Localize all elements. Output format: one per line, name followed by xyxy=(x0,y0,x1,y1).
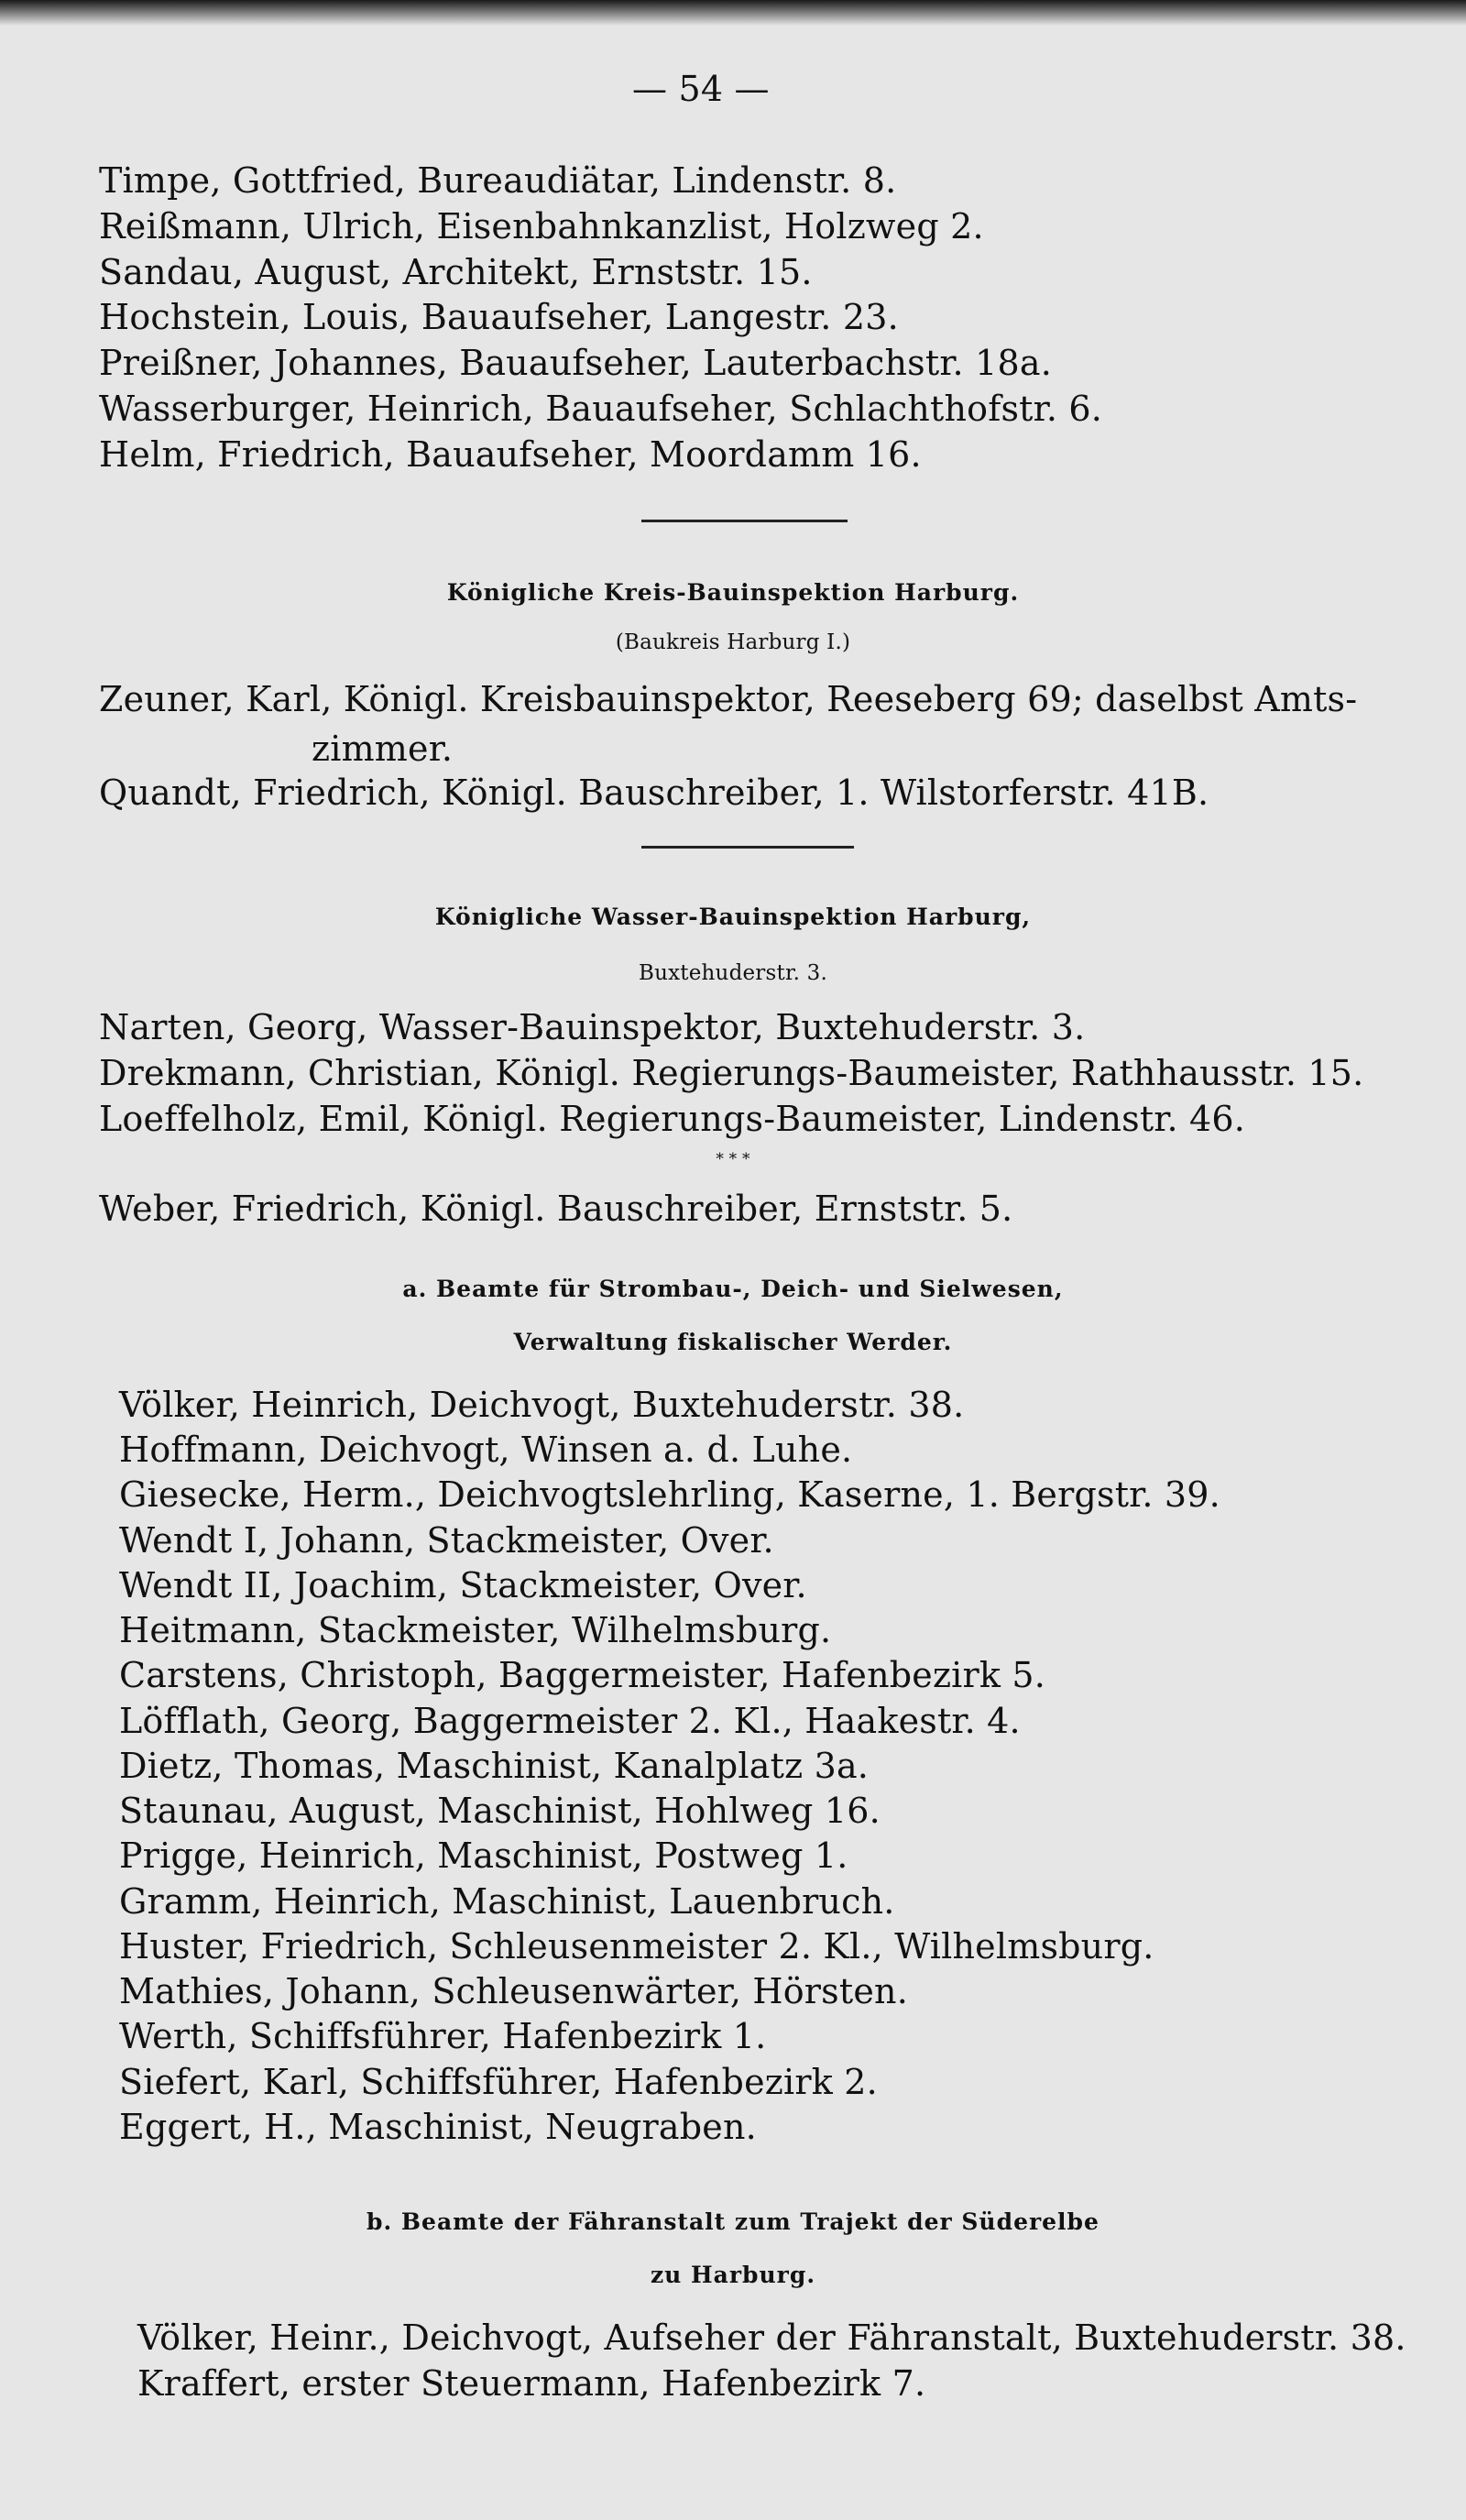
list-item: Giesecke, Herm., Deichvogtslehrling, Kaserne, 1. Bergstr. 39. xyxy=(119,1474,1220,1515)
list-item: Hoffmann, Deichvogt, Winsen a. d. Luhe. xyxy=(119,1430,853,1470)
section-heading: Königliche Kreis-Bauinspektion Harburg. xyxy=(446,579,1020,606)
list-item: Völker, Heinrich, Deichvogt, Buxtehuderstr. 38. xyxy=(119,1385,965,1425)
list-item: Dietz, Thomas, Maschinist, Kanalplatz 3a. xyxy=(119,1746,870,1786)
list-item: Wasserburger, Heinrich, Bauaufseher, Schlachthofstr. 6. xyxy=(99,389,1103,429)
list-item: Preißner, Johannes, Bauaufseher, Lauterbachstr. 18a. xyxy=(99,343,1052,383)
list-item: Reißmann, Ulrich, Eisenbahnkanzlist, Holzweg 2. xyxy=(99,206,984,247)
list-item-continuation: zimmer. xyxy=(312,729,454,769)
list-item: Quandt, Friedrich, Königl. Bauschreiber, 1. Wilstorferstr. 41B. xyxy=(99,772,1209,813)
list-item: Wendt II, Joachim, Stackmeister, Over. xyxy=(119,1565,807,1605)
list-item: Kraffert, erster Steuermann, Hafenbezirk 7. xyxy=(137,2363,926,2404)
list-item: Hochstein, Louis, Bauaufseher, Langestr. 23. xyxy=(99,297,899,337)
list-item: Werth, Schiffsführer, Hafenbezirk 1. xyxy=(119,2016,767,2056)
list-item: Zeuner, Karl, Königl. Kreisbauinspektor, Reeseberg 69; daselbst Amts- xyxy=(99,679,1358,719)
list-item: Völker, Heinr., Deichvogt, Aufseher der Fähranstalt, Buxtehuderstr. 38. xyxy=(137,2317,1406,2358)
list-item: Prigge, Heinrich, Maschinist, Postweg 1. xyxy=(119,1835,848,1876)
section-heading-continuation: zu Harburg. xyxy=(650,2262,816,2288)
page-number: — 54 — xyxy=(632,69,770,109)
list-item: Timpe, Gottfried, Bureaudiätar, Lindenstr. 8. xyxy=(99,160,897,201)
list-item: Narten, Georg, Wasser-Bauinspektor, Buxtehuderstr. 3. xyxy=(99,1007,1086,1047)
list-item: Huster, Friedrich, Schleusenmeister 2. Kl., Wilhelmsburg. xyxy=(119,1926,1154,1967)
section-heading-continuation: Verwaltung fiskalischer Werder. xyxy=(513,1329,953,1355)
section-heading: Königliche Wasser-Bauinspektion Harburg, xyxy=(434,904,1032,930)
list-item: Weber, Friedrich, Königl. Bauschreiber, Ernststr. 5. xyxy=(99,1189,1013,1229)
list-item: Sandau, August, Architekt, Ernststr. 15. xyxy=(99,252,813,292)
list-item: Mathies, Johann, Schleusenwärter, Hörsten. xyxy=(119,1971,908,2011)
list-item: Siefert, Karl, Schiffsführer, Hafenbezirk 2. xyxy=(119,2062,878,2102)
list-item: Gramm, Heinrich, Maschinist, Lauenbruch. xyxy=(119,1881,895,1922)
section-heading: b. Beamte der Fähranstalt zum Trajekt der Süderelbe xyxy=(366,2208,1100,2235)
list-item: Staunau, August, Maschinist, Hohlweg 16. xyxy=(119,1791,881,1831)
list-item: Carstens, Christoph, Baggermeister, Hafenbezirk 5. xyxy=(119,1655,1046,1695)
list-item: Heitmann, Stackmeister, Wilhelmsburg. xyxy=(119,1610,832,1650)
list-item: Eggert, H., Maschinist, Neugraben. xyxy=(119,2107,757,2147)
section-subheading: Buxtehuderstr. 3. xyxy=(639,961,827,985)
section-subheading: (Baukreis Harburg I.) xyxy=(615,630,851,654)
list-item: Löfflath, Georg, Baggermeister 2. Kl., Haakestr. 4. xyxy=(119,1701,1021,1741)
list-item: Drekmann, Christian, Königl. Regierungs-Baumeister, Rathhausstr. 15. xyxy=(99,1053,1364,1093)
page-top-shadow xyxy=(0,0,1466,26)
section-heading: a. Beamte für Strombau-, Deich- und Sielwesen, xyxy=(402,1276,1064,1302)
section-divider xyxy=(641,520,848,522)
section-divider xyxy=(641,846,854,849)
separator-asterisks: * * * xyxy=(716,1150,750,1168)
list-item: Loeffelholz, Emil, Königl. Regierungs-Baumeister, Lindenstr. 46. xyxy=(99,1099,1246,1139)
list-item: Helm, Friedrich, Bauaufseher, Moordamm 16. xyxy=(99,434,922,475)
list-item: Wendt I, Johann, Stackmeister, Over. xyxy=(119,1520,774,1561)
